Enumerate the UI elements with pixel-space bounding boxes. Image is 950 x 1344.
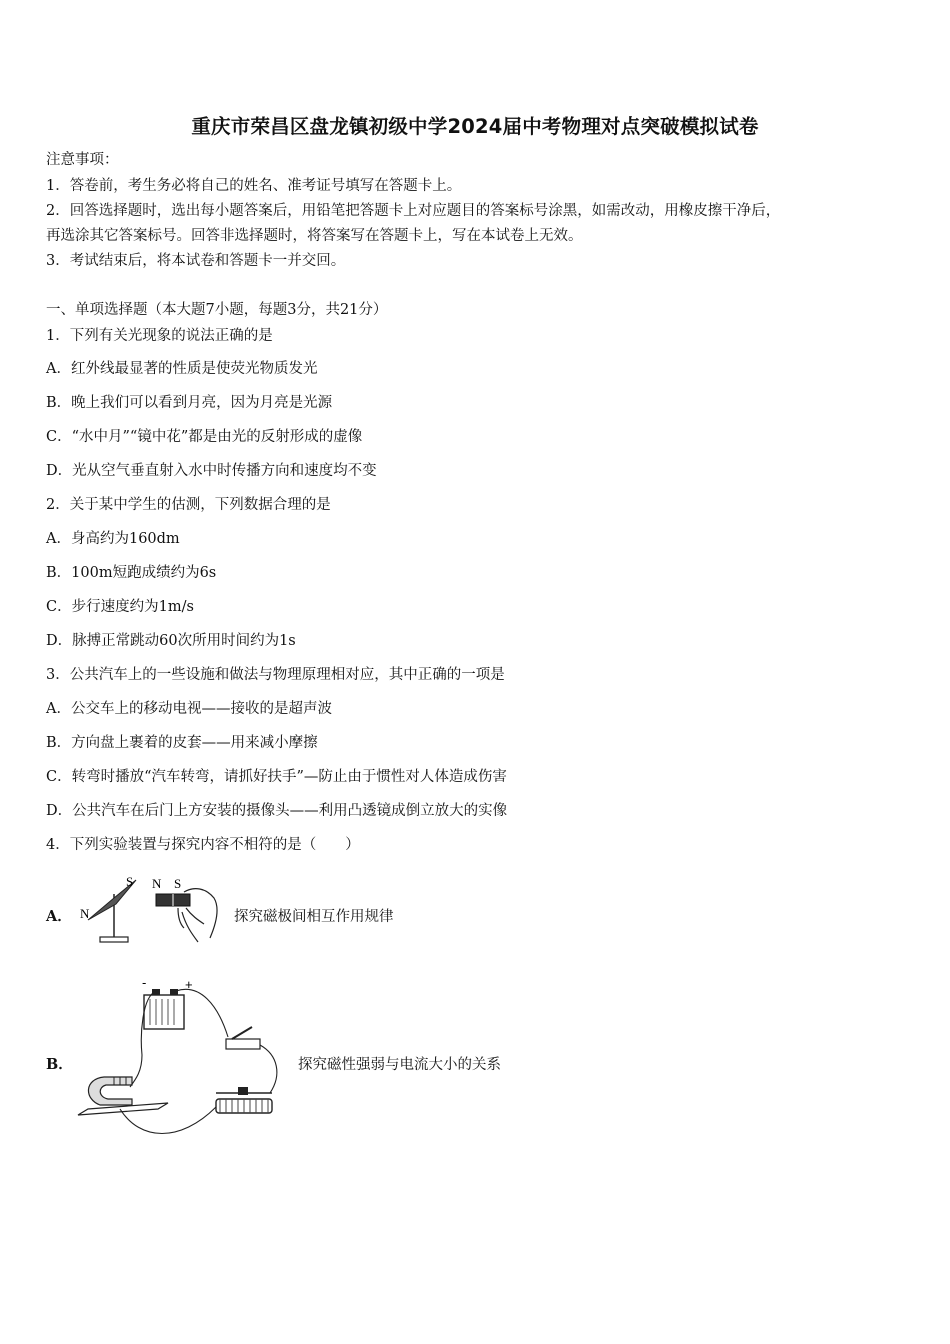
question-1-option-c: C．“水中月”“镜中花”都是由光的反射形成的虚像 — [46, 429, 363, 445]
question-2-option-a: A．身高约为160dm — [46, 531, 180, 547]
question-2-option-b: B．100m短跑成绩约为6s — [46, 565, 217, 581]
section-heading: 一、单项选择题（本大题7小题，每题3分，共21分） — [46, 302, 388, 318]
u-shaped-iron-core — [88, 1077, 132, 1105]
question-1-option-b: B．晚上我们可以看到月亮，因为月亮是光源 — [46, 395, 333, 411]
question-2-option-d: D．脉搏正常跳动60次所用时间约为1s — [46, 633, 296, 649]
question-4-option-b-label: B． — [46, 1056, 73, 1073]
question-4-option-a-caption: 探究磁极间相互作用规律 — [234, 909, 394, 925]
page-title: 重庆市荣昌区盘龙镇初级中学2024届中考物理对点突破模拟试卷 — [191, 115, 759, 138]
wire-3 — [260, 1045, 277, 1093]
question-4-stem: 4．下列实验装置与探究内容不相符的是（ ） — [46, 837, 360, 853]
question-2-option-c: C．步行速度约为1m/s — [46, 599, 194, 615]
question-3-option-c: C．转弯时播放“汽车转弯，请抓好扶手”—防止由于惯性对人体造成伤害 — [46, 769, 507, 785]
battery-plus-label: + — [185, 977, 193, 992]
needle-stand-base — [100, 937, 128, 942]
battery-minus-label: - — [142, 975, 147, 990]
magnet-s-label: S — [174, 876, 182, 891]
needle-n-label: N — [80, 906, 90, 921]
question-1-option-a: A．红外线最显著的性质是使荧光物质发光 — [46, 361, 318, 377]
electromagnet-circuit-figure — [70, 975, 295, 1145]
notice-item-3: 3．考试结束后，将本试卷和答题卡一并交回。 — [46, 253, 346, 269]
notice-item-1: 1．答卷前，考生务必将自己的姓名、准考证号填写在答题卡上。 — [46, 178, 462, 194]
question-4-option-b-caption: 探究磁性强弱与电流大小的关系 — [298, 1057, 501, 1073]
question-3-option-d: D．公共汽车在后门上方安装的摄像头——利用凸透镜成倒立放大的实像 — [46, 803, 508, 819]
switch-base — [226, 1039, 260, 1049]
question-3-stem: 3．公共汽车上的一些设施和做法与物理原理相对应，其中正确的一项是 — [46, 667, 505, 683]
needle-s-label: S — [126, 874, 134, 889]
question-1-stem: 1．下列有关光现象的说法正确的是 — [46, 328, 273, 344]
notice-item-2-cont: 再选涂其它答案标号。回答非选择题时，将答案写在答题卡上，写在本试卷上无效。 — [46, 228, 583, 244]
question-2-stem: 2．关于某中学生的估测，下列数据合理的是 — [46, 497, 331, 513]
question-3-option-b: B．方向盘上裹着的皮套——用来减小摩擦 — [46, 735, 318, 751]
switch-lever — [232, 1027, 252, 1039]
notice-heading: 注意事项： — [46, 152, 119, 168]
magnet-n-label: N — [152, 876, 162, 891]
notice-item-2: 2．回答选择题时，选出每小题答案后，用铅笔把答题卡上对应题目的答案标号涂黑，如需改动，用橡皮擦干净后， — [46, 203, 781, 219]
magnet-poles-figure — [74, 868, 224, 950]
question-3-option-a: A．公交车上的移动电视——接收的是超声波 — [46, 701, 332, 717]
question-4-option-a-label: A． — [46, 908, 72, 925]
question-1-option-d: D．光从空气垂直射入水中时传播方向和速度均不变 — [46, 463, 377, 479]
